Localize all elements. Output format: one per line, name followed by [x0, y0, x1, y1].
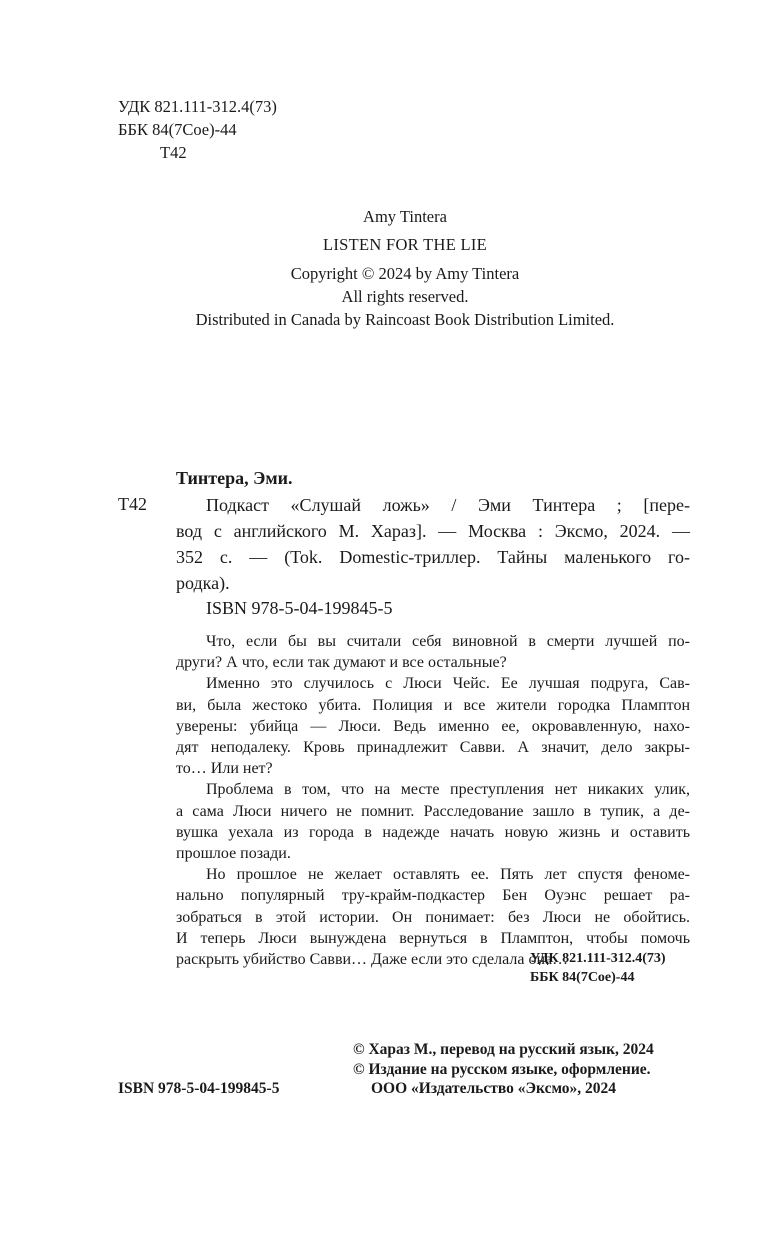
biblio-line: Подкаст «Слушай ложь» / Эми Тинтера ; [пере-	[206, 495, 690, 515]
annotation-line: Что, если бы вы считали себя виновной в смерти лучшей по-	[206, 633, 690, 650]
annotation-line: Именно это случилось с Люси Чейс. Ее лучшая подруга, Сав-	[206, 675, 690, 693]
original-distribution: Distributed in Canada by Raincoast Book Distribution Limited.	[195, 310, 615, 329]
classification-footer	[530, 949, 666, 987]
biblio-line: вод с английского М. Хараз]. — Москва : Эксмо, 2024. —	[176, 521, 690, 541]
original-title: LISTEN FOR THE LIE	[322, 235, 488, 254]
annotation-line: дят неподалеку. Кровь принадлежит Савви. А значит, дело закры-	[176, 739, 690, 757]
classification-block	[118, 95, 277, 164]
annotation-line: вушка уехала из города в надежде начать новую жизнь и оставить	[176, 823, 690, 841]
edition-copyright: © Издание на русском языке, оформление.	[353, 1060, 651, 1078]
bibliographic-heading: Тинтера, Эми.	[176, 468, 293, 488]
annotation-line: ви, была жестоко убита. Полиция и все жители городка Пламптон	[176, 696, 690, 714]
biblio-line: 352 с. — (Tok. Domestic-триллер. Тайны маленького го-	[176, 547, 690, 567]
bbk-code: ББК 84(7Сое)-44	[118, 120, 237, 139]
isbn-footer: ISBN 978-5-04-199845-5	[118, 1080, 280, 1097]
bibliographic-description	[176, 492, 690, 596]
original-author: Amy Tintera	[363, 207, 447, 226]
annotation-line: И теперь Люси вынуждена вернуться в Пламптон, чтобы помочь	[176, 929, 690, 947]
bbk-code-footer: ББК 84(7Сое)-44	[530, 970, 635, 985]
bibliographic-isbn: ISBN 978-5-04-199845-5	[206, 598, 393, 618]
translation-copyright: © Хараз М., перевод на русский язык, 2024	[353, 1041, 654, 1058]
annotation-line: то… Или нет?	[176, 760, 273, 778]
annotation-line: уверены: убийца — Люси. Ведь именно ее, окровавленную, нахо-	[176, 717, 690, 735]
udk-code-footer: УДК 821.111-312.4(73)	[530, 951, 666, 966]
annotation-line: Но прошлое не желает оставлять ее. Пять лет спустя феноме-	[206, 866, 690, 884]
annotation-line: прошлое позади.	[176, 845, 291, 863]
annotation-line: нально популярный тру-крайм-подкастер Бен Оуэнс решает ра-	[176, 887, 690, 905]
author-mark: Т42	[160, 143, 187, 162]
annotation-line: други? А что, если так думают и все остальные?	[176, 654, 507, 672]
copyright-block	[353, 1040, 654, 1099]
annotation-line: зобраться в этой истории. Он понимает: без Люси не обойтись.	[176, 908, 690, 926]
publisher-copyright: ООО «Издательство «Эксмо», 2024	[371, 1080, 617, 1097]
annotation-line: раскрыть убийство Савви… Даже если это сделала она…	[176, 951, 569, 969]
annotation	[176, 631, 690, 970]
original-rights: All rights reserved.	[341, 287, 469, 306]
annotation-line: Проблема в том, что на месте преступления нет никаких улик,	[206, 781, 690, 799]
original-copyright: Copyright © 2024 by Amy Tintera	[290, 264, 520, 283]
biblio-line: родка).	[176, 573, 230, 593]
original-edition-info	[0, 205, 768, 331]
annotation-line: а сама Люси ничего не помнит. Расследование зашло в тупик, а де-	[176, 802, 690, 820]
bibliographic-mark: Т42	[118, 494, 147, 514]
udk-code: УДК 821.111-312.4(73)	[118, 97, 277, 116]
